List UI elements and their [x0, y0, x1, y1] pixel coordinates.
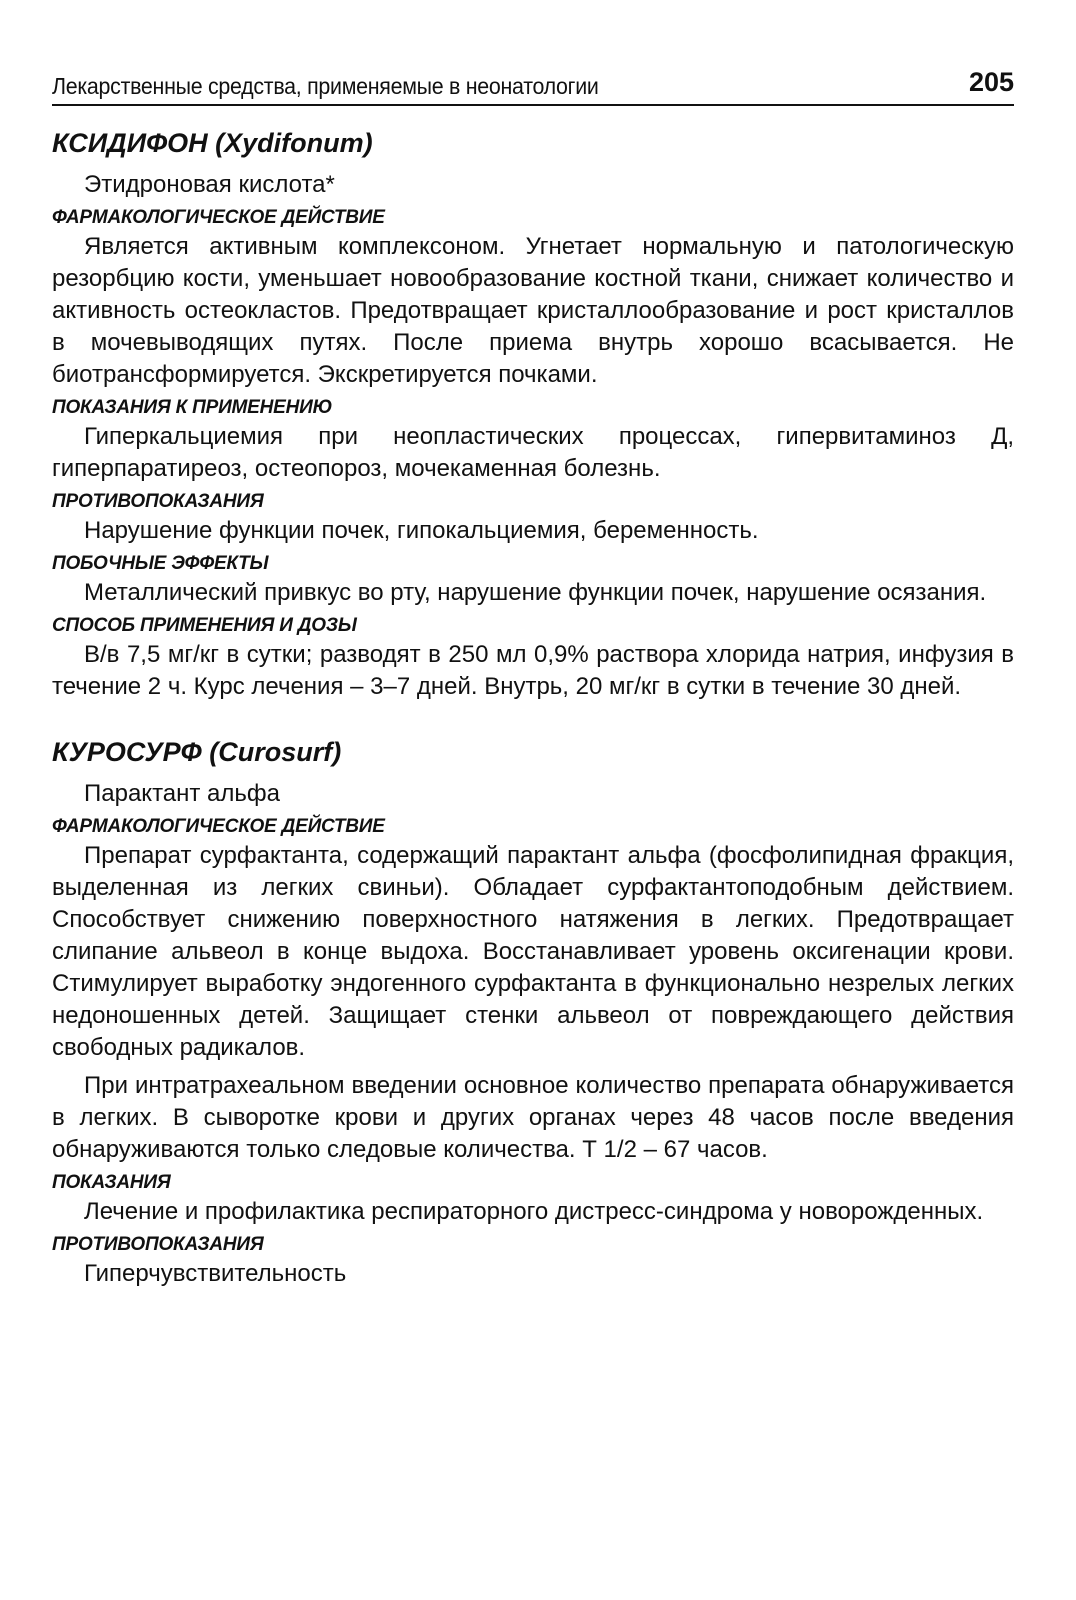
section-heading: ФАРМАКОЛОГИЧЕСКОЕ ДЕЙСТВИЕ: [52, 207, 385, 228]
drug-title: КСИДИФОН (Xydifonum): [52, 128, 373, 158]
drug-generic-name: Парактант альфа: [84, 780, 280, 807]
section-paragraph: Гиперкальциемия при неопластических процессах, гипервитаминоз Д, гиперпаратиреоз, остеопороз, мочекаменная болезнь.: [52, 423, 1014, 482]
section-paragraph: В/в 7,5 мг/кг в сутки; разводят в 250 мл 0,9% раствора хлорида натрия, инфузия в течение 2 ч. Курс лечения – 3–7 дней. Внутрь, 20 мг/кг в сутки в течение 30 дней.: [52, 641, 1014, 700]
drug-entries: [52, 128, 1014, 1290]
section-paragraph: Металлический привкус во рту, нарушение функции почек, нарушение осязания.: [84, 579, 987, 606]
section-paragraph: Гиперчувствительность: [84, 1260, 347, 1287]
section-paragraph: Препарат сурфактанта, содержащий парактант альфа (фосфолипидная фракция, выделенная из легких свиньи). Обладает сурфактантоподобным действием. Способствует снижению поверхностного натяжения в легких. Предотвращает слипание альвеол в конце выдоха. Восстанавливает уровень оксигенации крови. Стимулирует выработку эндогенного сурфактанта в функционально незрелых легких недоношенных детей. Защищает стенки альвеол от повреждающего действия свободных радикалов.: [52, 842, 1014, 1061]
section-paragraph: При интратрахеальном введении основное количество препарата обнаруживается в легких. В сыворотке крови и других органах через 48 часов после введения обнаруживаются только следовые количества. Т 1/2 – 67 часов.: [52, 1072, 1014, 1163]
section-paragraph: Нарушение функции почек, гипокальциемия, беременность.: [84, 517, 759, 544]
running-title: Лекарственные средства, применяемые в неонатологии: [52, 73, 599, 99]
section-heading: ПРОТИВОПОКАЗАНИЯ: [52, 491, 264, 512]
drug-title: КУРОСУРФ (Curosurf): [52, 737, 342, 767]
running-header: [52, 58, 1014, 106]
book-page: [52, 58, 1014, 1296]
section-paragraph: Лечение и профилактика респираторного дистресс-синдрома у новорожденных.: [84, 1198, 984, 1225]
page-number: 205: [968, 67, 1014, 97]
section-heading: ПОКАЗАНИЯ К ПРИМЕНЕНИЮ: [52, 397, 333, 418]
drug-entry: [52, 128, 1014, 703]
section-heading: ПОБОЧНЫЕ ЭФФЕКТЫ: [52, 553, 269, 574]
section-heading: СПОСОБ ПРИМЕНЕНИЯ И ДОЗЫ: [52, 615, 357, 636]
section-heading: ФАРМАКОЛОГИЧЕСКОЕ ДЕЙСТВИЕ: [52, 816, 385, 837]
section-paragraph: Является активным комплексоном. Угнетает нормальную и патологическую резорбцию кости, уменьшает новообразование костной ткани, снижает количество и активность остеокластов. Предотвращает кристаллообразование и рост кристаллов в мочевыводящих путях. После приема внутрь хорошо всасывается. Не биотрансформируется. Экскретируется почками.: [52, 233, 1014, 388]
drug-entry: [52, 737, 1014, 1290]
section-heading: ПОКАЗАНИЯ: [52, 1172, 171, 1193]
drug-generic-name: Этидроновая кислота*: [84, 171, 335, 198]
section-heading: ПРОТИВОПОКАЗАНИЯ: [52, 1234, 264, 1255]
